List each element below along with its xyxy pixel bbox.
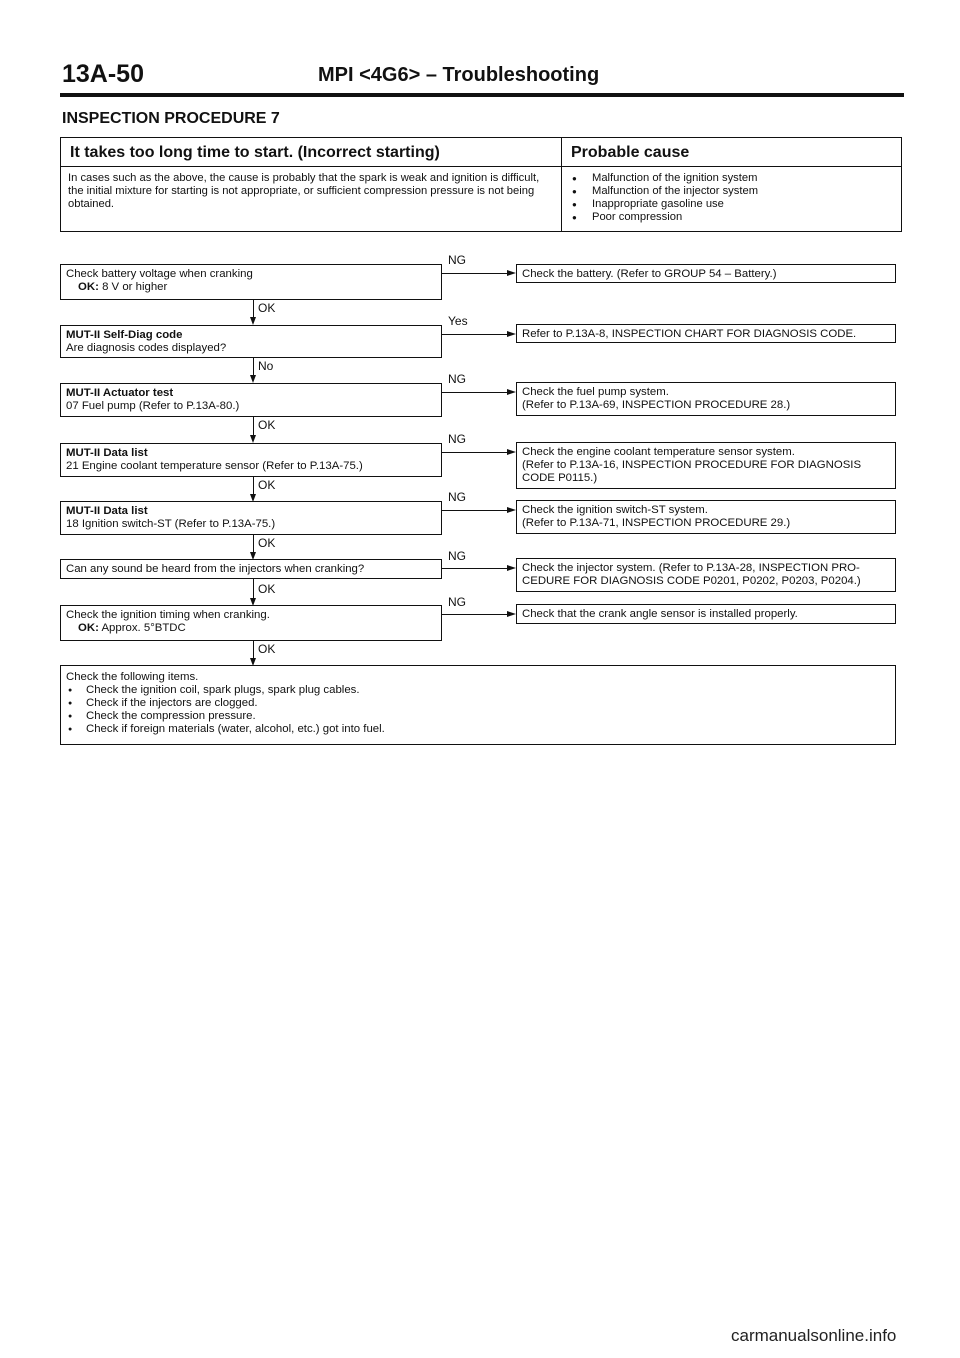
probable-cause-column	[562, 138, 901, 231]
procedure-title: INSPECTION PROCEDURE 7	[62, 110, 280, 127]
step-text: 18 Ignition switch-ST (Refer to P.13A-75.)	[66, 518, 276, 530]
result-text: Check the fuel pump system.	[522, 386, 669, 398]
probable-cause-heading: Probable cause	[562, 138, 901, 167]
final-check-item: ● Check if foreign materials (water, alcohol, etc.) got into fuel.	[66, 723, 890, 736]
result-text: Check the ignition switch-ST system.	[522, 504, 708, 516]
cause-item: ● Inappropriate gasoline use	[572, 198, 901, 211]
symptom-heading: It takes too long time to start. (Incorrect starting)	[61, 138, 561, 167]
flow-label-ok: OK	[258, 536, 276, 550]
final-title: Check the following items.	[66, 671, 199, 683]
step-title: MUT-II Actuator test	[66, 387, 174, 399]
step-injector-sound	[60, 559, 442, 579]
final-check-items	[60, 665, 896, 745]
result-text: (Refer to P.13A-71, INSPECTION PROCEDURE 29.)	[522, 517, 791, 529]
arrow-right-icon	[507, 611, 516, 617]
result-text: CODE P0115.)	[522, 472, 598, 484]
flow-line	[253, 417, 254, 437]
step-text: Check battery voltage when cranking	[66, 268, 253, 280]
step-title: MUT-II Data list	[66, 447, 148, 459]
step-ignition-timing	[60, 605, 442, 641]
final-check-item: ● Check the compression pressure.	[66, 710, 890, 723]
branch-line	[442, 392, 509, 393]
result-text: Check the battery. (Refer to GROUP 54 – Battery.)	[522, 268, 777, 280]
watermark: carmanualsonline.info	[731, 1326, 897, 1345]
result-diagnosis-chart	[516, 324, 896, 343]
result-crank-angle-sensor	[516, 604, 896, 624]
final-check-item: ● Check the ignition coil, spark plugs, spark plug cables.	[66, 684, 890, 697]
ok-criteria-key: OK:	[78, 281, 99, 293]
step-text: Can any sound be heard from the injectors when cranking?	[66, 563, 365, 575]
step-text: 07 Fuel pump (Refer to P.13A-80.)	[66, 400, 240, 412]
final-check-item: ● Check if the injectors are clogged.	[66, 697, 890, 710]
branch-line	[442, 510, 509, 511]
branch-line	[442, 273, 509, 274]
arrow-down-icon	[250, 375, 256, 383]
arrow-right-icon	[507, 331, 516, 337]
branch-label-ng: NG	[448, 549, 466, 563]
cause-item: ● Malfunction of the injector system	[572, 185, 901, 198]
step-data-list-coolant	[60, 443, 442, 477]
result-text: Check the injector system. (Refer to P.13A-28, INSPECTION PRO-	[522, 562, 860, 574]
branch-label-ng: NG	[448, 595, 466, 609]
result-fuel-pump	[516, 382, 896, 416]
branch-line	[442, 452, 509, 453]
symptom-description: In cases such as the above, the cause is probably that the spark is weak and ignition is difficult, the initial mixture for starting is not appropriate, or sufficient compression pressure is not being obtained.	[68, 172, 540, 210]
flow-label-ok: OK	[258, 642, 276, 656]
flow-label-ok: OK	[258, 418, 276, 432]
step-self-diag-code	[60, 325, 442, 358]
page-title: MPI <4G6> – Troubleshooting	[318, 64, 600, 86]
result-text: Check that the crank angle sensor is installed properly.	[522, 608, 798, 620]
flow-label-ok: OK	[258, 582, 276, 596]
step-text: Check the ignition timing when cranking.	[66, 609, 270, 621]
branch-label-ng: NG	[448, 432, 466, 446]
arrow-right-icon	[507, 270, 516, 276]
symptom-table	[60, 137, 902, 232]
step-text: 21 Engine coolant temperature sensor (Refer to P.13A-75.)	[66, 460, 363, 472]
cause-item: ● Malfunction of the ignition system	[572, 172, 901, 185]
branch-label-ng: NG	[448, 253, 466, 267]
result-coolant-sensor	[516, 442, 896, 489]
arrow-right-icon	[507, 389, 516, 395]
branch-label-yes: Yes	[448, 314, 468, 328]
step-data-list-ignition	[60, 501, 442, 535]
step-title: MUT-II Data list	[66, 505, 148, 517]
branch-label-ng: NG	[448, 372, 466, 386]
flow-label-no: No	[258, 359, 274, 373]
arrow-down-icon	[250, 435, 256, 443]
header-rule	[60, 93, 904, 97]
ok-criteria-value: Approx. 5°BTDC	[101, 622, 186, 634]
result-text: Check the engine coolant temperature sensor system.	[522, 446, 795, 458]
step-actuator-test	[60, 383, 442, 417]
step-text: Are diagnosis codes displayed?	[66, 342, 227, 354]
page-number: 13A-50	[62, 60, 144, 88]
flow-label-ok: OK	[258, 478, 276, 492]
final-check-list	[66, 684, 890, 736]
result-text: (Refer to P.13A-69, INSPECTION PROCEDURE 28.)	[522, 399, 791, 411]
arrow-right-icon	[507, 565, 516, 571]
arrow-right-icon	[507, 449, 516, 455]
symptom-column	[61, 138, 562, 231]
flow-line	[253, 579, 254, 600]
cause-item: ● Poor compression	[572, 211, 901, 224]
step-title: MUT-II Self-Diag code	[66, 329, 183, 341]
result-check-battery	[516, 264, 896, 283]
result-text: (Refer to P.13A-16, INSPECTION PROCEDURE FOR DIAGNOSIS	[522, 459, 862, 471]
result-text: CEDURE FOR DIAGNOSIS CODE P0201, P0202, P0203, P0204.)	[522, 575, 861, 587]
arrow-down-icon	[250, 317, 256, 325]
branch-line	[442, 568, 509, 569]
branch-label-ng: NG	[448, 490, 466, 504]
result-ignition-switch	[516, 500, 896, 534]
probable-cause-list	[562, 167, 901, 224]
arrow-right-icon	[507, 507, 516, 513]
branch-line	[442, 614, 509, 615]
step-battery-voltage	[60, 264, 442, 300]
flow-label-ok: OK	[258, 301, 276, 315]
branch-line	[442, 334, 509, 335]
ok-criteria-value: 8 V or higher	[102, 281, 168, 293]
result-injector-system	[516, 558, 896, 592]
ok-criteria-key: OK:	[78, 622, 99, 634]
result-text: Refer to P.13A-8, INSPECTION CHART FOR DIAGNOSIS CODE.	[522, 328, 857, 340]
